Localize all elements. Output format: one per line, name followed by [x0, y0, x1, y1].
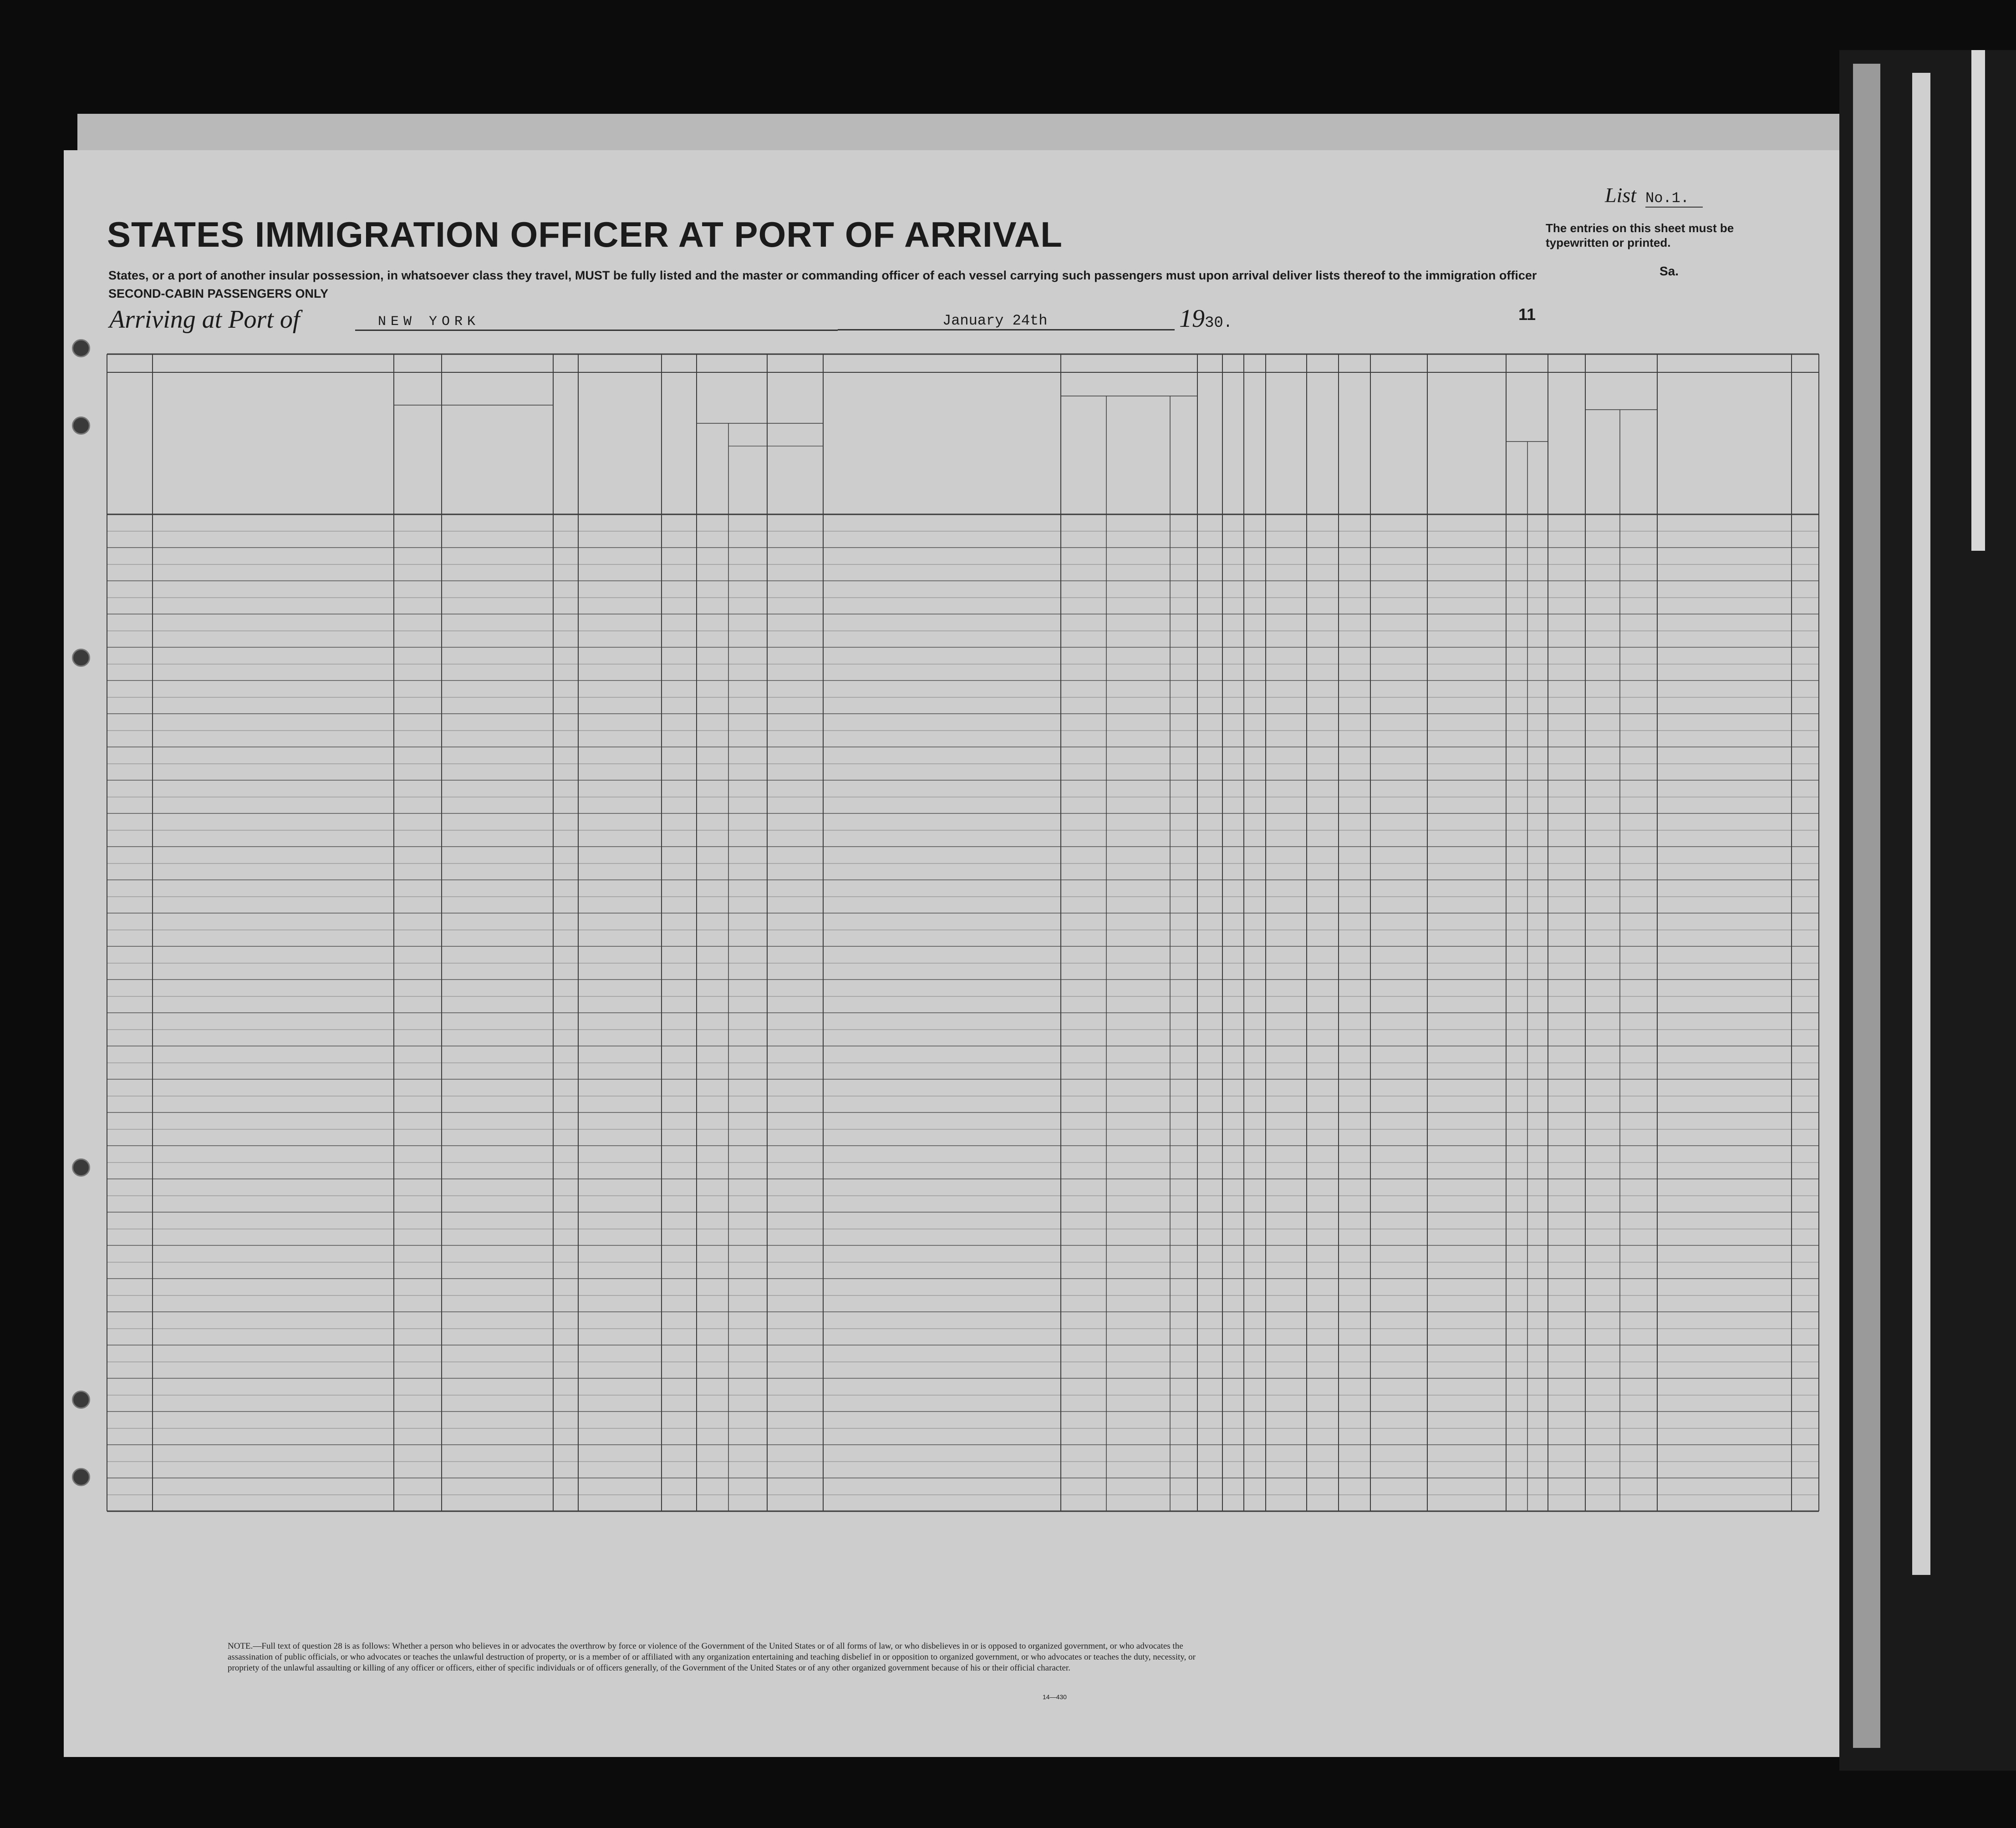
binding-hole	[72, 416, 90, 435]
binding-hole	[72, 1468, 90, 1486]
arrival-date: January 24th	[838, 312, 1175, 330]
list-label: List	[1605, 183, 1637, 207]
binding-hole	[72, 649, 90, 667]
form-number: 14—430	[1043, 1693, 1067, 1701]
entries-note: The entries on this sheet must be typewritten or printed.	[1546, 221, 1734, 249]
binding-hole	[72, 1391, 90, 1409]
binding-hole	[72, 1158, 90, 1177]
binding-hole	[72, 339, 90, 357]
port-value: NEW YORK	[355, 314, 838, 331]
passenger-class: SECOND-CABIN PASSENGERS ONLY	[108, 287, 329, 300]
sa-mark: Sa.	[1660, 264, 1679, 278]
footnote: NOTE.—Full text of question 28 is as follows: Whether a person who believes in or advocates the overthrow by force or violence of the Government of the United States or of all forms of law, or who disbelieves in or is opposed to organized government, or who advocates the assassination of public officials, or who advocates or teaches the unlawful destruction of property, or is a member of or affiliated with any organization entertaining and teaching disbelief in or opposition to organized government, or who advocates or teaches the duty, necessity, or propriety of the unlawful assaulting or killing of any officer or officers, either of specific individuals or of officers generally, of the Government of the United States or of any other organized government because of his or their official character.	[228, 1641, 1196, 1673]
manifest-grid	[64, 150, 1839, 1757]
manifest-page	[64, 150, 1839, 1757]
year-prefix: 19	[1179, 305, 1205, 333]
sheet-number: 11	[1518, 305, 1536, 324]
page-title: STATES IMMIGRATION OFFICER AT PORT OF ARRIVAL	[107, 214, 1063, 254]
arriving-label: Arriving at Port of	[109, 305, 300, 334]
adjacent-page-edge	[1971, 50, 1985, 551]
adjacent-page-edge	[1853, 64, 1880, 1748]
page-subtitle: States, or a port of another insular possession, in whatsoever class they travel, MUST be fully listed and the master or commanding officer of each vessel carrying such passengers must upon arrival deliver lists thereof to the immigration officer	[108, 269, 1537, 282]
year-suffix: 30.	[1205, 315, 1233, 332]
adjacent-page-edge	[1912, 73, 1930, 1575]
list-value: No.1.	[1645, 190, 1703, 208]
